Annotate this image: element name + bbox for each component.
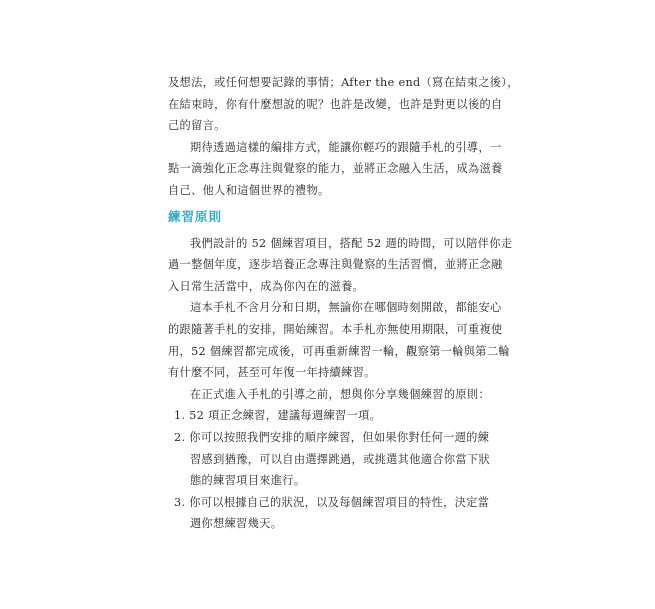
text-line: 我們設計的 52 個練習項目，搭配 52 週的時間，可以陪伴你走 (190, 236, 513, 250)
list-item (168, 427, 490, 492)
text-line: 這本手札不含月分和日期，無論你在哪個時刻開啟，都能安心 (190, 301, 502, 315)
text-line: 己的留言。 (168, 119, 226, 133)
text-line: 期待透過這樣的編排方式，能讓你輕巧的跟隨手札的引導，一 (190, 140, 502, 154)
text-line: 的跟隨著手札的安排，開始練習。本手札亦無使用期限，可重複使 (168, 322, 503, 336)
text-line: 有什麼不同，甚至可年復一年持續練習。 (168, 366, 376, 380)
list-item-text: 週你想練習幾天。 (190, 517, 283, 531)
intro-paragraph-2 (168, 137, 503, 202)
text-line: 入日常生活當中，成為你內在的滋養。 (168, 279, 365, 293)
text-line: 在結束時，你有什麼想說的呢？也許是改變，也許是對更以後的自 (168, 97, 503, 111)
list-item-text: 1. 52 項正念練習，建議每週練習一項。 (174, 409, 382, 423)
list-item (168, 405, 490, 427)
list-item-text: 3. 你可以根據自己的狀況，以及每個練習項目的特性，決定當 (174, 495, 490, 509)
text-line: 在正式進入手札的引導之前，想與你分享幾個練習的原則： (190, 387, 490, 401)
intro-paragraph-1 (168, 72, 519, 137)
text-line: 及想法，或任何想要記錄的事情；After the end（寫在結束之後）， (168, 76, 519, 89)
text-line: 自己、他人和這個世界的禮物。 (168, 183, 330, 197)
text-line: 過一整個年度，逐步培養正念專注與覺察的生活習慣，並將正念融 (168, 258, 503, 272)
list-item-text: 2. 你可以按照我們安排的順序練習，但如果你對任何一週的練 (174, 430, 490, 444)
list-item-text: 態的練習項目來進行。 (190, 474, 306, 488)
list-item (168, 492, 490, 535)
section-paragraph-2 (168, 297, 510, 383)
section-paragraph-3 (168, 384, 490, 406)
text-line: 用，52 個練習都完成後，可再重新練習一輪，觀察第一輪與第二輪 (168, 344, 510, 358)
section-paragraph-1 (168, 233, 513, 298)
principles-list (168, 405, 490, 535)
text-line: 點一滴強化正念專注與覺察的能力，並將正念融入生活，成為滋養 (168, 162, 503, 176)
section-heading: 練習原則 (168, 208, 223, 224)
list-item-text: 習感到猶豫，可以自由選擇跳過，或挑選其他適合你當下狀 (190, 452, 490, 466)
page-content (168, 72, 519, 535)
